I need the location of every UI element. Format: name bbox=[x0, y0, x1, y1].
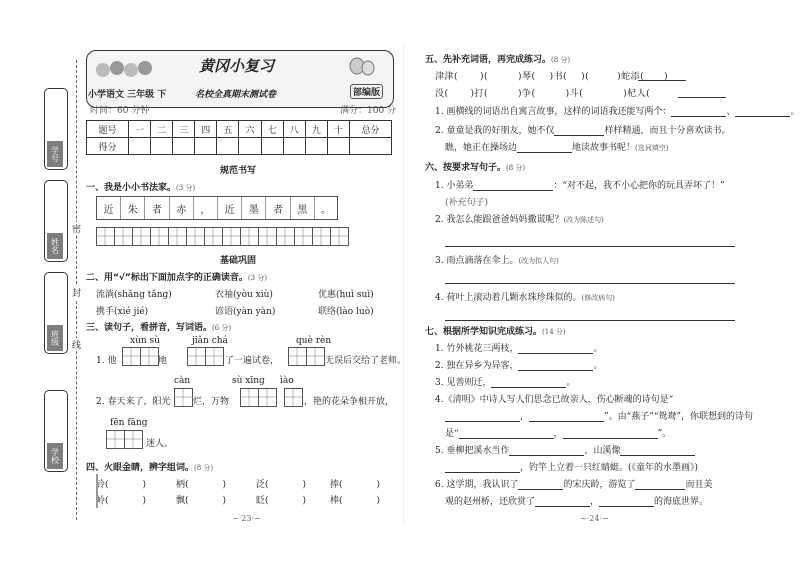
score-cell[interactable] bbox=[128, 138, 150, 155]
q7-score: (14 分) bbox=[542, 328, 566, 336]
model-char: 。 bbox=[320, 204, 331, 216]
answer-line[interactable] bbox=[445, 246, 735, 247]
student-id-label: 学号 bbox=[47, 141, 63, 167]
model-char: 者 bbox=[266, 197, 290, 219]
time-label: 时间：60 分钟 bbox=[90, 106, 150, 116]
score-cell[interactable] bbox=[151, 138, 173, 155]
q3-s2-c: ，艳的花朵争相开放， bbox=[304, 397, 395, 407]
q5-title bbox=[425, 52, 570, 65]
score-header-cell: 四 bbox=[195, 121, 217, 138]
score-cell[interactable] bbox=[327, 138, 349, 155]
score-cell[interactable] bbox=[173, 138, 195, 155]
q7-6: 6. 这学期，我认识了 的宋庆龄，游览了 而且美 bbox=[435, 480, 713, 490]
pinyin: ìào bbox=[280, 376, 294, 386]
q4-item: 岭( ) bbox=[96, 496, 147, 506]
model-char: 赤 bbox=[170, 197, 194, 219]
edition-badge: 部编版 bbox=[350, 84, 383, 99]
answer-box[interactable] bbox=[284, 388, 302, 407]
q6-2: 2. 我怎么能跟爸爸妈妈撒谎呢？(改为陈述句) bbox=[435, 215, 604, 225]
q1-title bbox=[86, 180, 195, 193]
answer-box[interactable] bbox=[187, 347, 223, 366]
section-jichu: 基础巩固 bbox=[220, 256, 257, 266]
q3-s2-a: 2. 春天来了，阳光 bbox=[96, 397, 171, 407]
q4-item: 眨( ) bbox=[256, 496, 307, 506]
q3-score: (6 分) bbox=[212, 324, 232, 332]
q4-char: 泛 bbox=[256, 480, 266, 490]
score-cell[interactable] bbox=[195, 138, 217, 155]
q1-score: (3 分) bbox=[176, 184, 196, 192]
score-header-cell: 八 bbox=[283, 121, 305, 138]
q3-s1-c: 了一遍试卷， bbox=[225, 356, 280, 366]
name-box[interactable] bbox=[44, 180, 68, 262]
q5-score: (8 分) bbox=[551, 56, 571, 64]
score-header-cell: 总分 bbox=[349, 121, 391, 138]
q3-s1-b: 地 bbox=[158, 356, 168, 366]
q5-row2[interactable]: 没( )打( )争( )斗( )杞人( bbox=[435, 89, 651, 99]
score-header-cell: 五 bbox=[217, 121, 239, 138]
score-cell[interactable] bbox=[283, 138, 305, 155]
model-char: 墨 bbox=[242, 197, 266, 219]
pinyin: fēn fāng bbox=[110, 418, 148, 428]
q4-text: 四、火眼金睛，辨字组词。 bbox=[86, 463, 195, 473]
score-header-cell: 七 bbox=[261, 121, 283, 138]
q6-1c: (补充句子) bbox=[445, 198, 489, 208]
balloons-illustration bbox=[347, 57, 377, 86]
score-value-row bbox=[87, 138, 392, 155]
model-char: 近 bbox=[97, 197, 121, 219]
q4-item: 泛( ) bbox=[256, 480, 307, 490]
score-header-cell: 题号 bbox=[87, 121, 129, 138]
score-header-cell: 九 bbox=[305, 121, 327, 138]
seal-mi: 密 bbox=[72, 222, 81, 235]
page-number-right: ~·24·~ bbox=[580, 514, 609, 523]
section-guifan: 规范书写 bbox=[220, 166, 257, 176]
q4-char: 棒 bbox=[330, 496, 340, 506]
q2-text: 二、用“√”标出下面加点字的正确读音。 bbox=[86, 273, 248, 283]
q2-item[interactable]: 衣袖(yòu xiù) bbox=[215, 290, 273, 300]
q4-score: (8 分) bbox=[194, 464, 214, 472]
student-id-box[interactable] bbox=[44, 88, 68, 170]
q4-char: 捧 bbox=[330, 480, 340, 490]
seal-xian: 线 bbox=[72, 338, 81, 351]
score-header-cell: 六 bbox=[239, 121, 261, 138]
q6-4: 4. 荷叶上滚动着几颗水珠珍珠似的。(修改病句) bbox=[435, 293, 615, 303]
q6-score: (8 分) bbox=[506, 164, 526, 172]
q7-3: 3. 见善则迁， 。 bbox=[435, 378, 576, 388]
q4-title bbox=[86, 460, 213, 473]
score-table bbox=[86, 120, 392, 155]
page-divider bbox=[403, 45, 404, 525]
answer-box[interactable] bbox=[174, 388, 192, 407]
q2-item[interactable]: 流淌(shǎng tǎng) bbox=[96, 290, 172, 300]
answer-box[interactable] bbox=[288, 347, 324, 366]
answer-box[interactable] bbox=[122, 347, 158, 366]
q2-item[interactable]: 联络(lào luò) bbox=[318, 307, 374, 317]
model-char: 近 bbox=[218, 197, 242, 219]
q4-char: 柄 bbox=[176, 480, 186, 490]
q6-title bbox=[425, 160, 525, 173]
q4-char: 飘 bbox=[176, 496, 186, 506]
pinyin: jiǎn chá bbox=[192, 336, 228, 346]
answer-line[interactable] bbox=[445, 283, 735, 284]
q7-5: 5. 垂柳把溪水当作 ，山溪像 bbox=[435, 443, 695, 456]
score-cell[interactable] bbox=[349, 138, 391, 155]
q2-item[interactable]: 优惠(huì suì) bbox=[318, 290, 374, 300]
name-label: 姓名 bbox=[47, 233, 63, 259]
q4-item: 柄( ) bbox=[176, 480, 227, 490]
q4-char: 眨 bbox=[256, 496, 266, 506]
model-char: ， bbox=[194, 197, 218, 219]
school-label: 学校 bbox=[47, 443, 63, 469]
score-header-cell: 十 bbox=[327, 121, 349, 138]
page-number-left: ~·23·~ bbox=[232, 514, 261, 523]
score-header-cell: 三 bbox=[173, 121, 195, 138]
q2-item[interactable]: 携手(xié jié) bbox=[96, 307, 149, 317]
q7-2: 2. 独在异乡为异客， 。 bbox=[435, 361, 603, 371]
q4-item: 棒( ) bbox=[330, 496, 381, 506]
score-header-row bbox=[87, 121, 392, 138]
q3-title bbox=[86, 320, 231, 333]
q3-s1-a: 1. 他 bbox=[96, 356, 117, 366]
pinyin: sù xīng bbox=[232, 376, 265, 386]
q4-item: 飘( ) bbox=[176, 496, 227, 506]
class-label: 班级 bbox=[47, 325, 63, 351]
score-cell[interactable] bbox=[217, 138, 239, 155]
q7-text: 七、根据所学知识完成练习。 bbox=[425, 327, 543, 337]
model-char: 朱 bbox=[121, 197, 145, 219]
pinyin: càn bbox=[174, 376, 191, 386]
subject-label: 小学语文 三年级 下 bbox=[88, 90, 167, 100]
full-score-label: 满分：100 分 bbox=[340, 106, 397, 116]
class-box[interactable] bbox=[44, 272, 68, 354]
pinyin: xùn sù bbox=[130, 336, 160, 346]
school-box[interactable] bbox=[44, 390, 68, 472]
q2-item[interactable]: 谚语(yàn yàn) bbox=[215, 307, 276, 317]
brand-logo: 黄冈小复习 bbox=[199, 57, 275, 75]
q3-s3: 迷人。 bbox=[146, 439, 174, 449]
q6-1: 1. 小弟弟 ：“对不起，我不小心把你的玩具弄坏了！” bbox=[435, 181, 725, 191]
answer-box[interactable] bbox=[106, 430, 142, 449]
q3-text: 三、读句子，看拼音，写词语。 bbox=[86, 323, 213, 333]
seal-feng: 封 bbox=[72, 286, 81, 299]
q4-char: 岭 bbox=[96, 496, 106, 506]
model-char: 者 bbox=[145, 197, 169, 219]
binding-strip bbox=[0, 0, 82, 574]
q6-text: 六、按要求写句子。 bbox=[425, 163, 507, 173]
q3-s2-b: 烂，万物 bbox=[193, 397, 230, 407]
answer-box[interactable] bbox=[240, 388, 276, 407]
writing-grid[interactable] bbox=[96, 227, 348, 246]
score-row-label: 得分 bbox=[87, 138, 129, 155]
q7-5c: ，钓竿上立着一只红蜻蜓。(《童年的水墨画》) bbox=[445, 460, 698, 473]
q7-1: 1. 竹外桃花三两枝， 。 bbox=[435, 344, 603, 354]
kids-illustration bbox=[95, 59, 155, 84]
score-cell[interactable] bbox=[305, 138, 327, 155]
q5-text: 五、先补充词语，再完成练习。 bbox=[425, 55, 552, 65]
score-cell[interactable] bbox=[239, 138, 261, 155]
score-cell[interactable] bbox=[261, 138, 283, 155]
q1-text: 一、我是小小书法家。 bbox=[86, 183, 177, 193]
q5-2c: 瞧，她正在操场边 地读故事书呢！(选词填空) bbox=[445, 143, 669, 153]
q3-s1-d: 无误后交给了老师。 bbox=[325, 356, 407, 366]
q7-title bbox=[425, 324, 566, 337]
q7-4b: ， ”。由“燕子”“鸳鸯”，你联想到的诗句 bbox=[445, 409, 753, 422]
q2-title bbox=[86, 270, 267, 283]
q4-item: 铃( ) bbox=[96, 480, 147, 490]
q7-4c: 是“ ， ”。 bbox=[445, 429, 672, 439]
q5-row1[interactable]: 津津( )( )琴( )书( )( )蛇添( ) bbox=[435, 72, 669, 82]
q4-char: 铃 bbox=[96, 480, 106, 490]
exam-title: 名校全真期末测试卷 bbox=[195, 90, 277, 100]
score-header-cell: 一 bbox=[128, 121, 150, 138]
model-char: 黑 bbox=[291, 197, 315, 219]
answer-line[interactable] bbox=[445, 320, 735, 321]
q4-item: 捧( ) bbox=[330, 480, 381, 490]
q5-2a: 2. 童童是我的好朋友，她不仅 样样精通，而且十分喜欢读书。 bbox=[435, 126, 731, 136]
q7-6d: 观的赵州桥，还欣赏了 ， 的海底世界。 bbox=[445, 497, 709, 507]
q6-3: 3. 雨点滴落在伞上。(改为拟人句) bbox=[435, 256, 559, 266]
pinyin: què rèn bbox=[296, 336, 332, 346]
calligraphy-model-grid bbox=[96, 196, 338, 220]
q2-score: (3 分) bbox=[247, 274, 267, 282]
q5-1: 1. 画横线的词语出自寓言故事，这样的词语我还能写两个： 、 。 bbox=[435, 107, 800, 117]
q7-4a: 4.《清明》中诗人写人们思念已故亲人，伤心断魂的诗句是“ bbox=[435, 395, 674, 405]
score-header-cell: 二 bbox=[151, 121, 173, 138]
